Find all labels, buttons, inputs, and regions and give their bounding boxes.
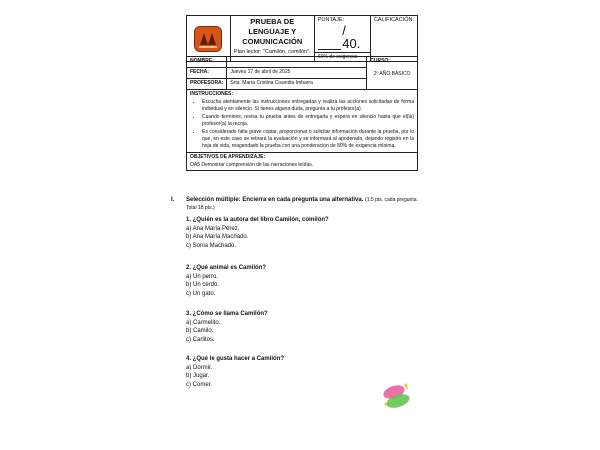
instruction-item: • Es considerado falta grave copiar, proporcionar o solicitar información durante la prueba, por lo que, en este caso se retirará la evaluación y se informará al apoderado, dejando registro en la hoja de vida, reagendado la prueba con una ponderación de 80% de exigencia mínima. xyxy=(202,129,414,150)
answer-option[interactable]: b) Un cerdo. xyxy=(186,282,220,288)
answer-option[interactable]: a) Carmelito. xyxy=(186,319,221,326)
answer-option[interactable]: a) Dormir. xyxy=(186,364,213,371)
exam-subtitle: Plan lector: "Camilón, comilón". xyxy=(233,49,311,55)
question-text: 2. ¿Qué animal es Camilón? xyxy=(186,265,267,271)
exam-header xyxy=(186,15,418,62)
answer-option[interactable]: b) Jugar. xyxy=(186,373,210,379)
instructions-title: INSTRUCCIONES: xyxy=(190,91,234,97)
exam-title: PRUEBA DE LENGUAJE Y COMUNICACIÓN xyxy=(242,17,303,46)
question-text: 3. ¿Cómo se llama Camilón? xyxy=(186,311,268,317)
sticker-image xyxy=(380,382,412,410)
question-block xyxy=(186,355,284,389)
instructions-cell xyxy=(187,90,418,153)
score-requirement: 60% de exigencia xyxy=(315,52,370,60)
answer-option[interactable]: c) Un gato. xyxy=(186,290,216,297)
profesora-label: PROFESORA: xyxy=(187,79,227,90)
answer-option[interactable]: c) Sonia Machado. xyxy=(186,242,237,249)
curso-label: CURSO: xyxy=(370,58,390,64)
answer-option[interactable]: c) Comer. xyxy=(186,381,213,388)
question-block xyxy=(186,216,329,250)
score-label: PUNTAJE: xyxy=(317,17,345,23)
fecha-label: FECHA: xyxy=(187,68,227,79)
score-blank[interactable] xyxy=(318,40,341,50)
answer-option[interactable]: b) Camilo. xyxy=(186,328,214,334)
section-heading xyxy=(171,196,426,212)
section-number: I. xyxy=(171,197,175,203)
curso-cell xyxy=(367,57,418,90)
objectives-cell xyxy=(187,153,418,171)
section-note: (1.5 pts. cada pregunta. Total 18 pts.) xyxy=(186,197,418,211)
instruction-item: • Escucha atentamente las instrucciones entregadas y realiza las acciones solicitadas de forma individual y en silencio. Si tienes alguna duda, pregunta a tu profesor(a). xyxy=(202,99,414,113)
answer-option[interactable]: a) Ana María Pérez. xyxy=(186,225,240,232)
school-logo-cell xyxy=(187,16,231,62)
curso-value: 2º AÑO BÁSICO xyxy=(373,71,411,77)
grade-label: CALIFICACIÓN: xyxy=(373,17,414,23)
question-block xyxy=(186,264,266,298)
score-total: / 40. xyxy=(342,23,361,51)
question-text: 1. ¿Quién es la autora del libro Camilón, comilón? xyxy=(186,217,329,223)
objectives-title: OBJETIVOS DE APRENDIZAJE: xyxy=(190,154,266,160)
question-block xyxy=(186,310,268,344)
school-logo xyxy=(194,26,222,52)
section-title: Selección múltiple: Encierra en cada pregunta una alternativa. xyxy=(186,197,364,203)
profesora-value: Srta. María Cristina Cisandia Imbarra xyxy=(227,79,367,90)
exam-title-cell xyxy=(230,16,314,62)
answer-option[interactable]: c) Carlitos. xyxy=(186,336,215,343)
answer-option[interactable]: a) Un perro. xyxy=(186,273,219,280)
question-text: 4. ¿Qué le gusta hacer a Camilón? xyxy=(186,356,285,362)
student-info-table xyxy=(186,56,418,171)
score-cell xyxy=(314,16,370,62)
instructions-list xyxy=(190,99,414,150)
nombre-label: NOMBRE: xyxy=(187,57,227,68)
fecha-value: Jueves 17 de abril de 2025 xyxy=(227,68,367,79)
answer-option[interactable]: b) Ana María Machado. xyxy=(186,234,249,240)
grade-cell[interactable] xyxy=(370,16,417,62)
nombre-field[interactable] xyxy=(227,57,367,68)
objectives-text: OA5 Demostrar comprensión de las narraciones leídas. xyxy=(190,162,314,168)
instruction-item: • Cuando termines, revisa tu prueba antes de entregarla y espera en silencio hasta que el(la) profesor(a) la recoja. xyxy=(202,114,414,128)
